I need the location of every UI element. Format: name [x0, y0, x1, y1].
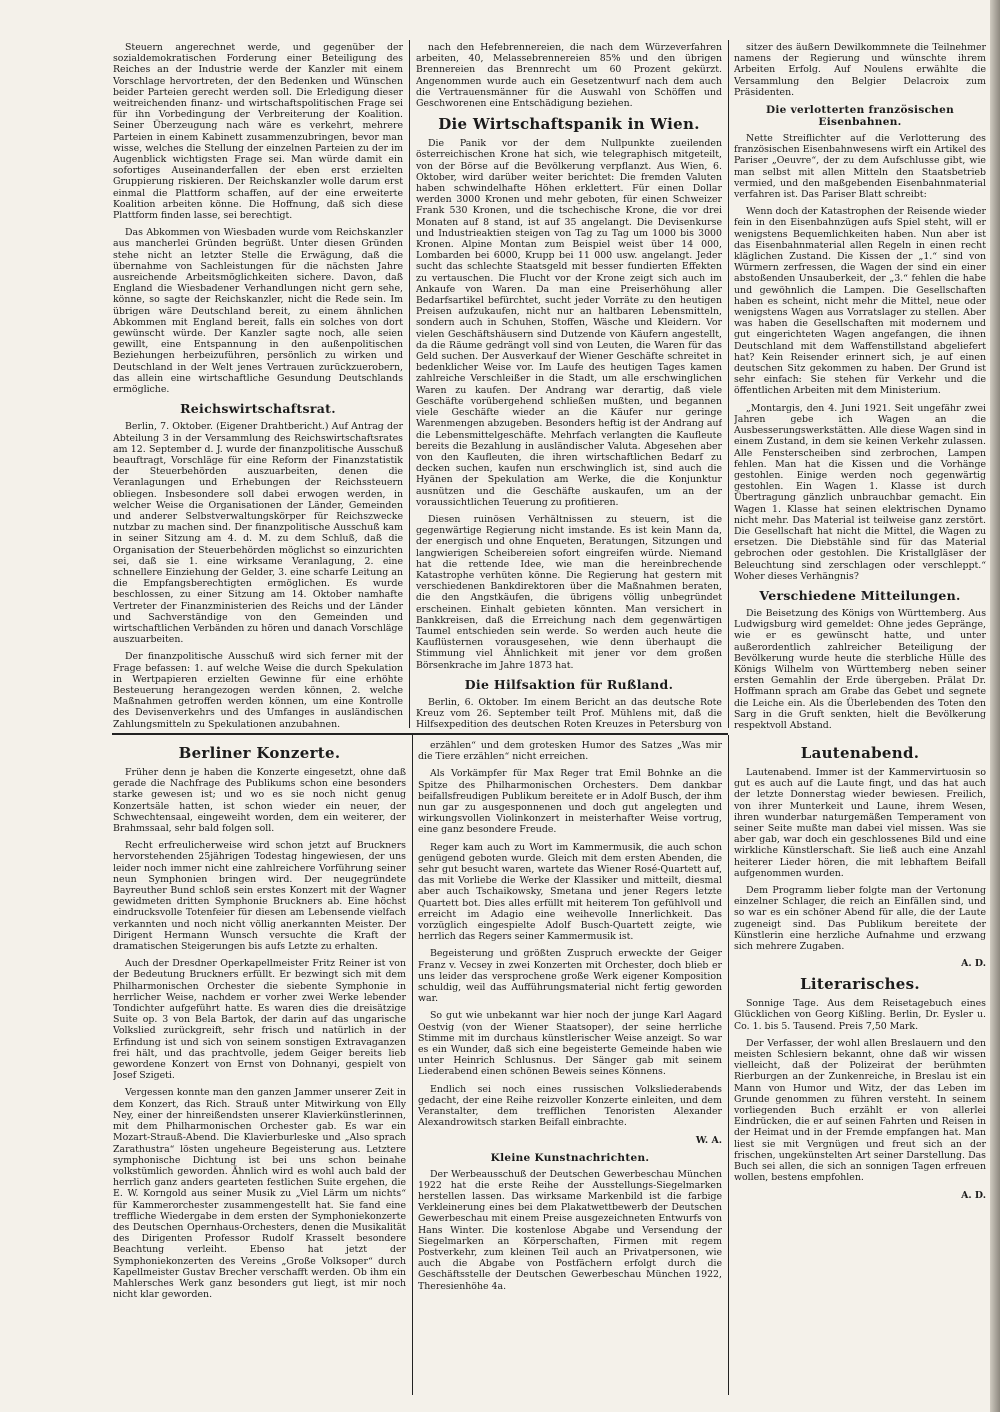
article-text: Lautenabend. Immer ist der Kammervirtuosin so gut es auch auf die Laute fingt, und das hat auch der letzte Donnerstag wieder bewiesen. Freilich, von ihrer Munterkeit und Laune, ihrem Wesen, ihren wunderbar naturgemäßen Temperament von seiner Seite mußte man dabei viel missen. Was sie aber gab, war doch ein geschlossenes Bild und eine wirkliche Künstlerschaft. Sie ließ auch eine Anzahl heiterer Lieder hören, die mit lebhaftem Beifall aufgenommen wurden. — [734, 767, 986, 879]
headline-reichswirtschaftsrat: Reichswirtschaftsrat. — [180, 401, 336, 417]
article-text: Reger kam auch zu Wort im Kammermusik, die auch schon genügend geboten wurde. Gleich mit dem ersten Abenden, die sehr gut besucht waren, wartete das Wiener Rosé-Quartett auf, das mit Vorliebe die Werke der Klassiker und mitteilt, diesmal aber auch Tschaikowsky, Smetana und jener Regers letzte Quartett bot. Dies alles erfüllt mit heiterem Ton gefühlvoll und erreicht im Adagio eine weihevolle Innerlichkeit. Das vorzüglich eingespielte Adolf Busch-Quartett zeigte, wie herrlich das Regers seiner Kammermusik ist. — [418, 841, 722, 943]
page-edge-shadow — [990, 0, 1000, 1412]
column-rule-1 — [409, 40, 410, 728]
article-text: Auch der Dresdner Operkapellmeister Fritz Reiner ist von der Bedeutung Bruckners erfüllt. Er bezwingt sich mit dem Philharmonischen Orchester die siebente Symphonie in herrlicher Weise, nachdem er vorher zwei Werke lebender Tondichter aufgeführt hatte. Es waren dies die dreisätzige Suite op. 3 von Bela Bartok, der darin auf das ungarische Volkslied zurückgreift, sehr frisch und natürlich in der Erfindung ist und sich von seinem sonstigen Extravaganzen frei hält, und das prachtvolle, jedem Geiger bereits lieb gewordene Konzert von Ernst von Dohnanyi, gespielt von Josef Szigeti. — [113, 958, 406, 1082]
article-text: Die Panik vor der dem Nullpunkte zueilenden österreichischen Krone hat sich, wie telegraphisch mitgeteilt, von der Börse auf die Bevölkerung verpflanzt. Aus Wien, 6. Oktober, wird darüber weiter berichtet: Die fremden Valuten haben schwindelhafte Höhen erklettert. Für einen Dollar werden 3000 Kronen und mehr geboten, für einen Schweizer Frank 530 Kronen, und die tschechische Krone, die vor drei Monaten auf 8 stand, ist auf 35 angelangt. Die Devisenkurse und Industrieaktien steigen von Tag zu Tag um 1000 bis 3000 Kronen. Alpine Montan zum Beispiel weist über 14 000, Lombarden bei 6000, Krupp bei 11 000 usw. angelangt. Jeder sucht das schlechte Staatsgeld mit besser fundierten Effekten zu vertauschen. Die Flucht vor der Krone zeigt sich auch im Ankaufe von Waren. Da man eine Preiserhöhung aller Bedarfsartikel befürchtet, sucht jeder Vorräte zu den heutigen Preisen aufzukaufen, nicht nur an haltbaren Lebensmitteln, sondern auch in Schuhen, Stoffen, Wäsche und Kleidern. Vor vielen Geschäftshäusern sind Dutzende von Käufern angestellt, da die Räume gedrängt voll sind von Leuten, die Waren für das Geld suchen. Der Ausverkauf der Wiener Geschäfte schreitet in bedenklicher Weise vor. Im Laufe des heutigen Tages kamen zahlreiche Verschleißer in die Stadt, um alle erschwinglichen Waren zu kaufen. Der Andrang war derartig, daß viele Geschäfte vorübergehend schließen mußten, und begannen viele Geschäfte wieder an die Käufer nur geringe Warenmengen abzugeben. Besonders heftig ist der Andrang auf die Lebensmittelgeschäfte. Mehrfach verlangten die Kaufleute bereits die Bezahlung in ausländischer Valuta. Abgesehen aber von den Kaufleuten, die ihren wirtschaftlichen Bedarf zu decken suchen, kaufen nun erschwinglich ist, sind auch die Hyänen der Spekulation am Werke, die die Konjunktur ausnützen und die Geschäfte auskaufen, um an der voraussichtlichen Teuerung zu profitieren. — [416, 138, 722, 508]
article-text: erzählen“ und dem grotesken Humor des Satzes „Was mir die Tiere erzählen“ nicht erreichen. — [418, 740, 722, 763]
article-text: Berlin, 6. Oktober. Im einem Bericht an das deutsche Rote Kreuz vom 26. September teilt Prof. Mühlens mit, daß die Hilfsexpedition des deutschen Roten Kreuzes in Petersburg von — [416, 696, 722, 730]
article-text: Der Verfasser, der wohl allen Breslauern und den meisten Schlesiern bekannt, ohne daß wir wissen vielleicht, daß der Polizeirat der berühmten Rierburgen an der Zunkenreiche, in Breslau ist ein Mann von Humor und Witz, der das Leben im Grunde genommen zu führen versteht. In seinem vorliegenden Buch erzählt er von allerlei Eindrücken, die er auf seinen Fahrten und Reisen in der Heimat und in der Fremde empfangen hat. Man liest sie mit Vergnügen und freut sich an der frischen, ungekünstelten Art seiner Darstellung. Das Buch sei allen, die sich an sonnigen Tagen erfreuen wollen, bestens empfohlen. — [734, 1037, 986, 1184]
article-text: Der finanzpolitische Ausschuß wird sich ferner mit der Frage befassen: 1. auf welche Weise die durch Spekulation in Wertpapieren erzielten Gewinne für eine erhöhte Besteuerung herangezogen werden können, 2. welche Maßnahmen getroffen werden können, um eine Kontrolle des Devisenverkehrs und des Umfanges in ausländischen Zahlungsmitteln zu Spekulationen anzubahnen. — [113, 651, 403, 730]
article-text: Als Vorkämpfer für Max Reger trat Emil Bohnke an die Spitze des Philharmonischen Orchesters. Dem dankbar beifallsfreudigen Publikum bereitete er in Adolf Busch, der ihm nun gar zu ausgesponnenen und doch gut angelegten und wirkungsvollen Violinkonzert in meisterhafter Weise vortrug, eine ganz besondere Freude. — [418, 768, 722, 836]
article-text: Das Abkommen von Wiesbaden wurde vom Reichskanzler aus mancherlei Gründen begrüßt. Unter diesen Gründen stehe nicht an letzter Stelle die Erwägung, daß die übernahme von Sachleistungen für die nächsten Jahre ausreichende Arbeitsmöglichkeiten sichere. Davon, daß England die Wiesbadener Verhandlungen nicht gern sehe, könne, so sagte der Reichskanzler, nicht die Rede sein. Im übrigen wäre Deutschland bereit, zu einem ähnlichen Abkommen mit England bereit, falls ein solches von dort gewünscht würde. Der Kanzler sagte noch, alle seien gewillt, eine Entspannung in den außenpolitischen Beziehungen herbeizuführen, persönlich zu wirken und Deutschland in der Welt jenes Vertrauen zurückzuerobern, das allein eine wirtschaftliche Gesundung Deutschlands ermögliche. — [113, 227, 403, 396]
headline-eisenbahnen: Die verlotterten französischen Eisenbahnen. — [765, 104, 955, 129]
feuilleton-right — [734, 740, 986, 1395]
headline-kunstnachrichten: Kleine Kunstnachrichten. — [490, 1151, 650, 1164]
article-text: Die Beisetzung des Königs von Württemberg. Aus Ludwigsburg wird gemeldet: Ohne jedes Gepränge, wie er es gewünscht hatte, und unter außerordentlich zahlreicher Beteiligung der Bevölkerung wurde heute die sterbliche Hülle des Königs Wilhelm von Württemberg neben seiner ersten Gemahlin der Erde übergeben. Prälat Dr. Hoffmann sprach am Grabe das Gebet und segnete die Leiche ein. Als die Überlebenden des Toten den Sarg in die Gruft senkten, hielt die Bevölkerung respektvoll Abstand. — [734, 607, 986, 730]
column-rule-4 — [728, 735, 729, 1395]
article-text: Begeisterung und größten Zuspruch erweckte der Geiger Franz v. Vecsey in zwei Konzerten mit Orchester, doch blieb er uns leider das versprochene große Werk eigener Komposition schuldig, weil das Aufführungsmaterial nicht fertig geworden war. — [418, 948, 722, 1005]
headline-berliner-konzerte: Berliner Konzerte. — [178, 744, 341, 762]
column-1 — [113, 42, 403, 730]
article-text: Sonnige Tage. Aus dem Reisetagebuch eines Glücklichen von Georg Kißling. Berlin, Dr. Eysler u. Co. 1. bis 5. Tausend. Preis 7,50 Mark. — [734, 998, 986, 1032]
article-text: Früher denn je haben die Konzerte eingesetzt, ohne daß gerade die Nachfrage des Publikums schon eine besonders starke gewesen ist; und wo es sie noch nicht genug Konzertsäle hatten, ist schon wieder ein neuer, der Schwechtensaal, eingeweiht worden, dem ein weiterer, der Brahmssaal, sehr bald folgen soll. — [113, 767, 406, 835]
feuilleton-konzerte — [113, 740, 406, 1395]
headline-hilfsaktion: Die Hilfsaktion für Rußland. — [464, 676, 674, 692]
article-text: sitzer des äußern Dewilkommnete die Teilnehmer namens der Regierung und wünschte ihrem Arbeiten Erfolg. Auf Noulens erwählte die Versammlung den Belgier Delacroix zum Präsidenten. — [734, 42, 986, 98]
headline-literarisches: Literarisches. — [800, 975, 920, 994]
article-text: Endlich sei noch eines russischen Volksliederabends gedacht, der eine Reihe reizvoller Konzerte einleiten, und dem Veranstalter, dem trefflichen Tenoristen Alexander Alexandrowitsch starken Beifall einbrachte. — [418, 1083, 722, 1129]
article-text: So gut wie unbekannt war hier noch der junge Karl Aagard Oestvig (von der Wiener Staatsoper), der seine herrliche Stimme mit im durchaus künstlerischer Weise anzeigt. So war es ein Wunder, daß sich eine begeisterte Gemeinde haben wie unter Heinrich Schlusnus. Der Sänger gab mit seinem Liederabend einen schönen Beweis seines Könnens. — [418, 1010, 722, 1078]
section-rule — [112, 733, 728, 735]
article-text: Wenn doch der Katastrophen der Reisende wieder fein in den Eisenbahnzügen aufs Spiel steht, will er wenigstens Bequemlichkeiten haben. Nun aber ist das Eisenbahnmaterial allen Regeln in einen recht kläglichen Zustand. Die Kissen der „1.“ sind von Würmern zerfressen, die Wagen der sind ein einer abstoßenden Unsauberkeit, der „3.“ fehlen die habe und gewöhnlich die Lampen. Die Gesellschaften haben es scheint, nicht mehr die Mittel, neue oder wenigstens Wagen aus Vorratslager zu stellen. Aber was haben die Gesellschaften mit modernem und gut eingerichteten Wagen angefangen, die ihnen Deutschland mit dem Waffenstillstand abgeliefert hat? Kein Reisender erinnert sich, je auf einen deutschen Sitz gekommen zu haben. Der Grund ist sehr einfach: Sie stehen für Verkehr und die öffentlichen Arbeiten mit dem Ministerium. — [734, 206, 986, 397]
column-3 — [734, 42, 986, 730]
headline-wirtschaftspanik: Die Wirtschaftspanik in Wien. — [438, 115, 700, 134]
column-rule-3 — [412, 735, 413, 1395]
feuilleton-konzerte-continued — [418, 740, 722, 1395]
article-text: „Montargis, den 4. Juni 1921. Seit ungefähr zwei Jahren gebe ich Wagen an die Ausbesserungswerkstätten. Alle diese Wagen sind in einem Zustand, in dem sie keinen Verkehr zulassen. Alle Fensterscheiben sind zerbrochen, Lampen fehlen. Man hat die Kissen und die Vorhänge gestohlen. Einige werden noch gegenwärtig gestohlen. Ein Wagen 1. Klasse ist durch Übertragung gänzlich unbrauchbar gemacht. Ein Wagen 1. Klasse hat seinen elektrischen Dynamo nicht mehr. Das Material ist teilweise ganz zerstört. Die Gesellschaft hat nicht die Mittel, die Wagen zu ersetzen. Die Diebstähle sind für das Material gebrochen oder gestohlen. Die Kristallgläser der Beleuchtung sind zerschlagen oder verschleppt.“ Woher dieses Verhängnis? — [734, 402, 986, 582]
author-signature: W. A. — [695, 1134, 722, 1146]
headline-mitteilungen: Verschiedene Mitteilungen. — [759, 587, 961, 603]
headline-lautenabend: Lautenabend. — [800, 744, 920, 762]
column-rule-2 — [728, 40, 729, 728]
article-text: Vergessen konnte man den ganzen Jammer unserer Zeit in dem Konzert, das Rich. Strauß unter Mitwirkung von Elly Ney, einer der hinreißendsten unserer Klavierkünstlerinnen, mit dem Philharmonischen Orchester gab. Es war ein Mozart-Strauß-Abend. Die Klavierburleske und „Also sprach Zarathustra“ lösten ungeheure Begeisterung aus. Letztere symphonische Dichtung ist bei uns schon beinahe volkstümlich geworden. Ähnlich wird es wohl auch bald der herrlich ganz anders gearteten festlichen Suite ergehen, die E. W. Korngold aus seiner Musik zu „Viel Lärm um nichts“ für Kammerorchester zusammengestellt hat. Sie fand eine treffliche Wiedergabe in dem ersten der Symphoniekonzerte des Deutschen Opernhaus-Orchesters, denen die Musikalität des Dirigenten Professor Rudolf Krasselt besondere Beachtung verleiht. Ebenso hat jetzt der Symphoniekonzerten des Vereins „Große Volksoper“ durch Kapellmeister Gustav Brecher verschafft werden. Ob ihm ein Mahlersches Werk ganz besonders gut liegt, ist mir noch nicht klar geworden. — [113, 1087, 406, 1301]
article-text: Diesen ruinösen Verhältnissen zu steuern, ist die gegenwärtige Regierung nicht imstande. Es ist kein Mann da, der energisch und ohne Enqueten, Beratungen, Sitzungen und langwierigen Scheibereien sofort eingreifen würde. Niemand hat die rettende Idee, wie man die hereinbrechende Katastrophe verhüten könne. Die Regierung hat gestern mit verschiedenen Bankdirektoren über die Maßnahmen beraten, die den Angstkäufen, die übrigens völlig unbegründet erscheinen. Einhalt gebieten könnten. Man versichert in Bankkreisen, daß die Erreichung nach dem gegenwärtigen Taumel entschieden sein werde. So werden auch heute die Kauflüsternen vorausgesehen, wie denn überhaupt die Stimmung viel Ähnlichkeit mit jener vor dem großen Börsenkrache im Jahre 1873 hat. — [416, 513, 722, 671]
author-signature: A. D. — [961, 958, 986, 970]
article-text: Berlin, 7. Oktober. (Eigener Drahtbericht.) Auf Antrag der Abteilung 3 in der Versammlung des Reichswirtschaftsrates am 12. September d. J. wurde der finanzpolitische Ausschuß beauftragt, Vorschläge für eine Reform der Finanzstatistik der Steuerbehörden auszuarbeiten, denen die Veranlagungen und Erhebungen der Reichssteuern obliegen. Insbesondere soll dabei erwogen werden, in welcher Weise die Organisationen der Länder, Gemeinden und anderer Selbstverwaltungskörper für Reichszwecke nutzbar zu machen sind. Der finanzpolitische Ausschuß kam in seiner Sitzung am 4. d. M. zu dem Schluß, daß die Organisation der Steuerbehörden möglichst so einzurichten sei, daß sie 1. eine wirksame Veranlagung, 2. eine schnellere Einziehung der Gelder, 3. eine scharfe Leitung an die Empfangsberechtigten ermöglichen. Es wurde beschlossen, zu einer Sitzung am 14. Oktober namhafte Vertreter der Finanzministerien des Reichs und der Länder und Sachverständige von den Gemeinden und wirtschaftlichen Verbänden zu hören und danach Vorschläge auszuarbeiten. — [113, 421, 403, 646]
article-text: Der Werbeausschuß der Deutschen Gewerbeschau München 1922 hat die erste Reihe der Ausstellungs-Siegelmarken herstellen lassen. Das wirksame Markenbild ist die farbige Verkleinerung eines bei dem Plakatwettbewerb der Deutschen Gewerbeschau mit einem Preise ausgezeichneten Entwurfs von Hans Winter. Die kostenlose Abgabe und Versendung der Siegelmarken an Körperschaften, Firmen mit regem Postverkehr, zum kleinen Teil auch an Privatpersonen, wie auch die Abgabe von Postfächern erfolgt durch die Geschäftsstelle der Deutschen Gewerbeschau München 1922, Theresienhöhe 4a. — [418, 1168, 722, 1292]
article-text: Recht erfreulicherweise wird schon jetzt auf Bruckners hervorstehenden 25jährigen Todestag hingewiesen, der uns leider noch immer nicht eine zahlreichere Vorführung seiner neun Symphonien bringen wird. Der neugegründete Bayreuther Bund schloß sein erstes Konzert mit der Wagner gewidmeten dritten Symphonie Bruckners ab. Eine höchst eindrucksvolle Totenfeier für diesen am Lebensende vielfach verkannten und noch nicht völlig anerkannten Meister. Der Dirigent Hermann Wunsch versuchte die Kraft der dramatischen Steigerungen bis aufs Letzte zu erhalten. — [113, 840, 406, 953]
author-signature: A. D. — [961, 1189, 986, 1201]
article-text: Nette Streiflichter auf die Verlotterung des französischen Eisenbahnwesens wirft ein Artikel des Pariser „Oeuvre“, der zu dem Aufschlusse gibt, wie man selbst mit allen Mitteln den Staatsbetrieb vermied, und den maßgebenden Eisenbahnmaterial verfahren ist. Das Pariser Blatt schreibt: — [734, 133, 986, 201]
column-2 — [416, 42, 722, 730]
article-text: nach den Hefebrennereien, die nach dem Würzeverfahren arbeiten, 40, Melassebrennereien 85% und den übrigen Brennereien das Brennrecht um 60 Prozent gekürzt. Angenommen wurde auch ein Gesetzentwurf nach dem auch die Vertrauensmänner für die Auswahl von Schöffen und Geschworenen eine Entschädigung beziehen. — [416, 42, 722, 110]
article-text: Dem Programm lieber folgte man der Vertonung einzelner Schlager, die reich an Einfällen sind, und so war es ein schöner Abend für alle, die der Laute zugeneigt sind. Das Publikum bereitete der Künstlerin eine herzliche Aufnahme und erzwang sich mehrere Zugaben. — [734, 885, 986, 953]
article-text: Steuern angerechnet werde, und gegenüber der sozialdemokratischen Forderung einer Beteiligung des Reiches an der Industrie werde der Kanzler mit einem Vorschlage hervortreten, der den Bedenken und Wünschen beider Parteien gerecht werden soll. Die Erledigung dieser weitreichenden finanz- und wirtschaftspolitischen Frage sei für ihn Vorbedingung der Verbreiterung der Koalition. Seiner Überzeugung nach wäre es verkehrt, mehrere Parteien in einem Kabinett zusammenzubringen, bevor man wisse, welches die Stellung der einzelnen Parteien zu der im Augenblick wichtigsten Frage sei. Man würde damit ein sofortiges Auseinanderfallen der eben erst erzielten Gruppierung riskieren. Der Reichskanzler wolle darum erst einmal die Plattform schaffen, auf der eine erweiterte Koalition arbeiten könne. Die Hoffnung, daß sich diese Plattform finden lasse, sei berechtigt. — [113, 42, 403, 222]
